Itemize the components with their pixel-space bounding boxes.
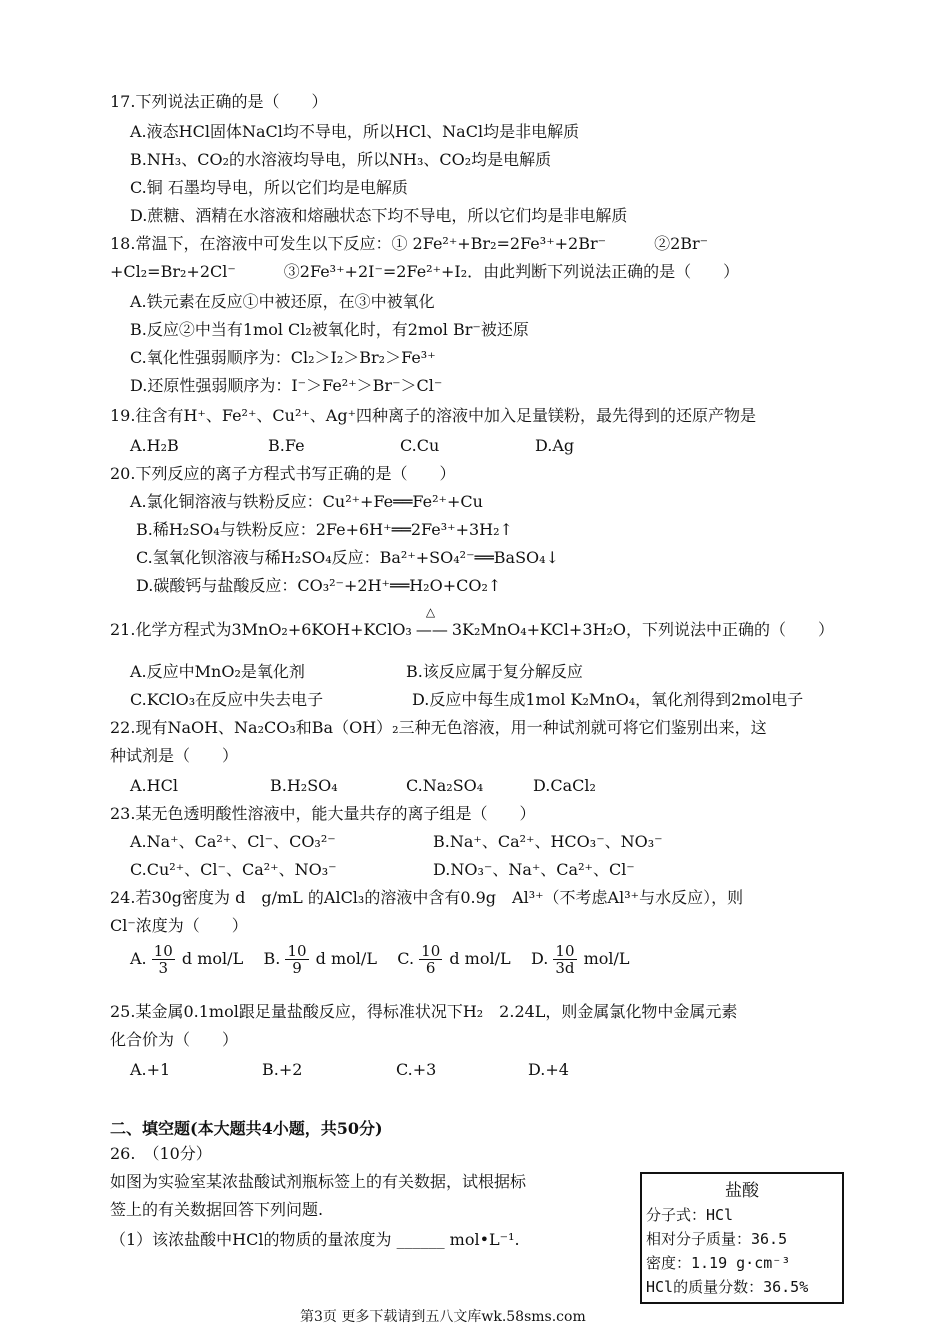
q26-intro-line1: 如图为实验室某浓盐酸试剂瓶标签上的有关数据，试根据标 xyxy=(110,1172,527,1191)
q24-d-numerator: 10 xyxy=(555,942,575,960)
q21-option-c: C.KClO₃在反应中失去电子 xyxy=(130,690,324,709)
q24-b-numerator: 10 xyxy=(287,942,307,960)
q18-option-b: B.反应②中当有1mol Cl₂被氧化时，有2mol Br⁻被还原 xyxy=(130,320,529,339)
q24-a-unit: d mol/L xyxy=(181,949,244,968)
q17-option-a: A.液态HCl固体NaCl均不导电，所以HCl、NaCl均是非电解质 xyxy=(130,122,580,141)
q24-option-a xyxy=(130,942,248,977)
q19-option-b: B.Fe xyxy=(268,436,305,455)
q26-head: 26. （10分） xyxy=(110,1144,212,1163)
q21-stem-right: 3K₂MnO₄+KCl+3H₂O，下列说法中正确的（ ） xyxy=(451,620,834,639)
q24-d-unit: mol/L xyxy=(583,949,630,968)
heat-arrow: △ —— xyxy=(412,620,452,640)
reagent-label xyxy=(640,1172,844,1304)
q25-option-a: A.+1 xyxy=(130,1060,171,1079)
q18-option-a: A.铁元素在反应①中被还原，在③中被氧化 xyxy=(130,292,435,311)
q24-option-c xyxy=(397,942,515,977)
q26-intro-line2: 签上的有关数据回答下列问题. xyxy=(110,1200,324,1219)
q17-option-b: B.NH₃、CO₂的水溶液均导电，所以NH₃、CO₂均是电解质 xyxy=(130,150,552,169)
reagent-formula: 分子式：HCl xyxy=(646,1206,734,1224)
q21-option-b: B.该反应属于复分解反应 xyxy=(406,662,583,681)
q17-option-c: C.铜 石墨均导电，所以它们均是电解质 xyxy=(130,178,408,197)
q17-stem: 17.下列说法正确的是（ ） xyxy=(110,92,328,111)
q24-b-prefix: B. xyxy=(263,949,281,968)
q24-stem-line1: 24.若30g密度为 d g/mL 的AlCl₃的溶液中含有0.9g Al³⁺（不考虑Al³⁺与水反应），则 xyxy=(110,888,744,907)
q20-option-a: A.氯化铜溶液与铁粉反应：Cu²⁺+Fe══Fe²⁺+Cu xyxy=(130,492,483,511)
q24-b-unit: d mol/L xyxy=(315,949,377,968)
q25-stem-line2: 化合价为（ ） xyxy=(110,1030,239,1049)
q24-option-d xyxy=(530,942,630,977)
q24-option-b xyxy=(263,942,382,977)
q24-a-denominator: 3 xyxy=(158,959,169,977)
q22-option-c: C.Na₂SO₄ xyxy=(406,776,484,795)
q19-option-c: C.Cu xyxy=(400,436,440,455)
q24-c-unit: d mol/L xyxy=(449,949,511,968)
q24-b-fraction xyxy=(285,943,308,976)
q19-option-d: D.Ag xyxy=(535,436,575,455)
q23-option-b: B.Na⁺、Ca²⁺、HCO₃⁻、NO₃⁻ xyxy=(433,832,663,851)
q21-stem xyxy=(110,605,834,640)
q24-b-denominator: 9 xyxy=(292,959,302,977)
q18-stem-line2: +Cl₂=Br₂+2Cl⁻ ③2Fe³⁺+2I⁻=2Fe²⁺+I₂．由此判断下列说法正确的是（ ） xyxy=(110,262,740,281)
q17-option-d: D.蔗糖、酒精在水溶液和熔融状态下均不导电，所以它们均是非电解质 xyxy=(130,206,628,225)
q25-option-c: C.+3 xyxy=(396,1060,437,1079)
q23-option-c: C.Cu²⁺、Cl⁻、Ca²⁺、NO₃⁻ xyxy=(130,860,337,879)
q26-part1: （1）该浓盐酸中HCl的物质的量浓度为 ______ mol•L⁻¹. xyxy=(110,1230,520,1249)
q20-option-b: B.稀H₂SO₄与铁粉反应：2Fe+6H⁺══2Fe³⁺+3H₂↑ xyxy=(136,520,513,539)
q21-option-d: D.反应中每生成1mol K₂MnO₄，氧化剂得到2mol电子 xyxy=(412,690,804,709)
q24-a-numerator: 10 xyxy=(153,942,173,960)
q23-option-a: A.Na⁺、Ca²⁺、Cl⁻、CO₃²⁻ xyxy=(130,832,336,851)
reagent-molar-mass: 相对分子质量：36.5 xyxy=(646,1230,788,1248)
q21-option-a: A.反应中MnO₂是氧化剂 xyxy=(130,662,305,681)
q20-option-c: C.氢氧化钡溶液与稀H₂SO₄反应：Ba²⁺+SO₄²⁻══BaSO₄↓ xyxy=(136,548,559,567)
q24-options xyxy=(130,942,630,976)
q18-option-d: D.还原性强弱顺序为：I⁻＞Fe²⁺＞Br⁻＞Cl⁻ xyxy=(130,376,443,395)
q20-option-d: D.碳酸钙与盐酸反应：CO₃²⁻+2H⁺══H₂O+CO₂↑ xyxy=(136,576,502,595)
q24-d-prefix: D. xyxy=(530,949,549,968)
q25-stem-line1: 25.某金属0.1mol跟足量盐酸反应，得标准状况下H₂ 2.24L，则金属氯化物中金属元素 xyxy=(110,1002,738,1021)
q21-stem-left: 21.化学方程式为3MnO₂+6KOH+KClO₃ xyxy=(110,620,412,639)
q23-option-d: D.NO₃⁻、Na⁺、Ca²⁺、Cl⁻ xyxy=(433,860,635,879)
reagent-mass-fraction: HCl的质量分数：36.5% xyxy=(646,1278,809,1296)
q25-option-b: B.+2 xyxy=(262,1060,303,1079)
q22-option-b: B.H₂SO₄ xyxy=(270,776,338,795)
q18-stem-line1: 18.常温下，在溶液中可发生以下反应：① 2Fe²⁺+Br₂=2Fe³⁺+2Br⁻ ②2Br⁻ xyxy=(110,234,709,253)
q23-stem: 23.某无色透明酸性溶液中，能大量共存的离子组是（ ） xyxy=(110,804,536,823)
q22-stem-line1: 22.现有NaOH、Na₂CO₃和Ba（OH）₂三种无色溶液，用一种试剂就可将它们鉴别出来，这 xyxy=(110,718,767,737)
q22-stem-line2: 种试剂是（ ） xyxy=(110,746,239,765)
q24-d-denominator: 3d xyxy=(555,959,575,977)
q25-option-d: D.+4 xyxy=(528,1060,569,1079)
q24-stem-line2: Cl⁻浓度为（ ） xyxy=(110,916,248,935)
q24-c-denominator: 6 xyxy=(425,959,436,977)
q20-stem: 20.下列反应的离子方程式书写正确的是（ ） xyxy=(110,464,456,483)
reagent-density: 密度：1.19 g·cm⁻³ xyxy=(646,1254,791,1272)
page-footer: 第3页 更多下载请到五八文库wk.58sms.com xyxy=(300,1309,586,1325)
q19-option-a: A.H₂B xyxy=(130,436,179,455)
q24-d-fraction xyxy=(553,943,576,976)
q24-c-prefix: C. xyxy=(397,949,415,968)
q22-option-a: A.HCl xyxy=(130,776,178,795)
q22-option-d: D.CaCl₂ xyxy=(533,776,596,795)
q24-c-fraction xyxy=(419,943,442,976)
q24-a-prefix: A. xyxy=(130,949,147,968)
q18-option-c: C.氧化性强弱顺序为：Cl₂＞I₂＞Br₂＞Fe³⁺ xyxy=(130,348,436,367)
reagent-label-title: 盐酸 xyxy=(725,1181,759,1201)
q24-a-fraction xyxy=(152,943,175,976)
q24-c-numerator: 10 xyxy=(421,942,441,960)
section-title: 二、填空题(本大题共4小题，共50分) xyxy=(110,1119,383,1138)
q19-stem: 19.往含有H⁺、Fe²⁺、Cu²⁺、Ag⁺四种离子的溶液中加入足量镁粉，最先得到的还原产物是 xyxy=(110,406,757,425)
heat-symbol: △ xyxy=(425,605,436,619)
